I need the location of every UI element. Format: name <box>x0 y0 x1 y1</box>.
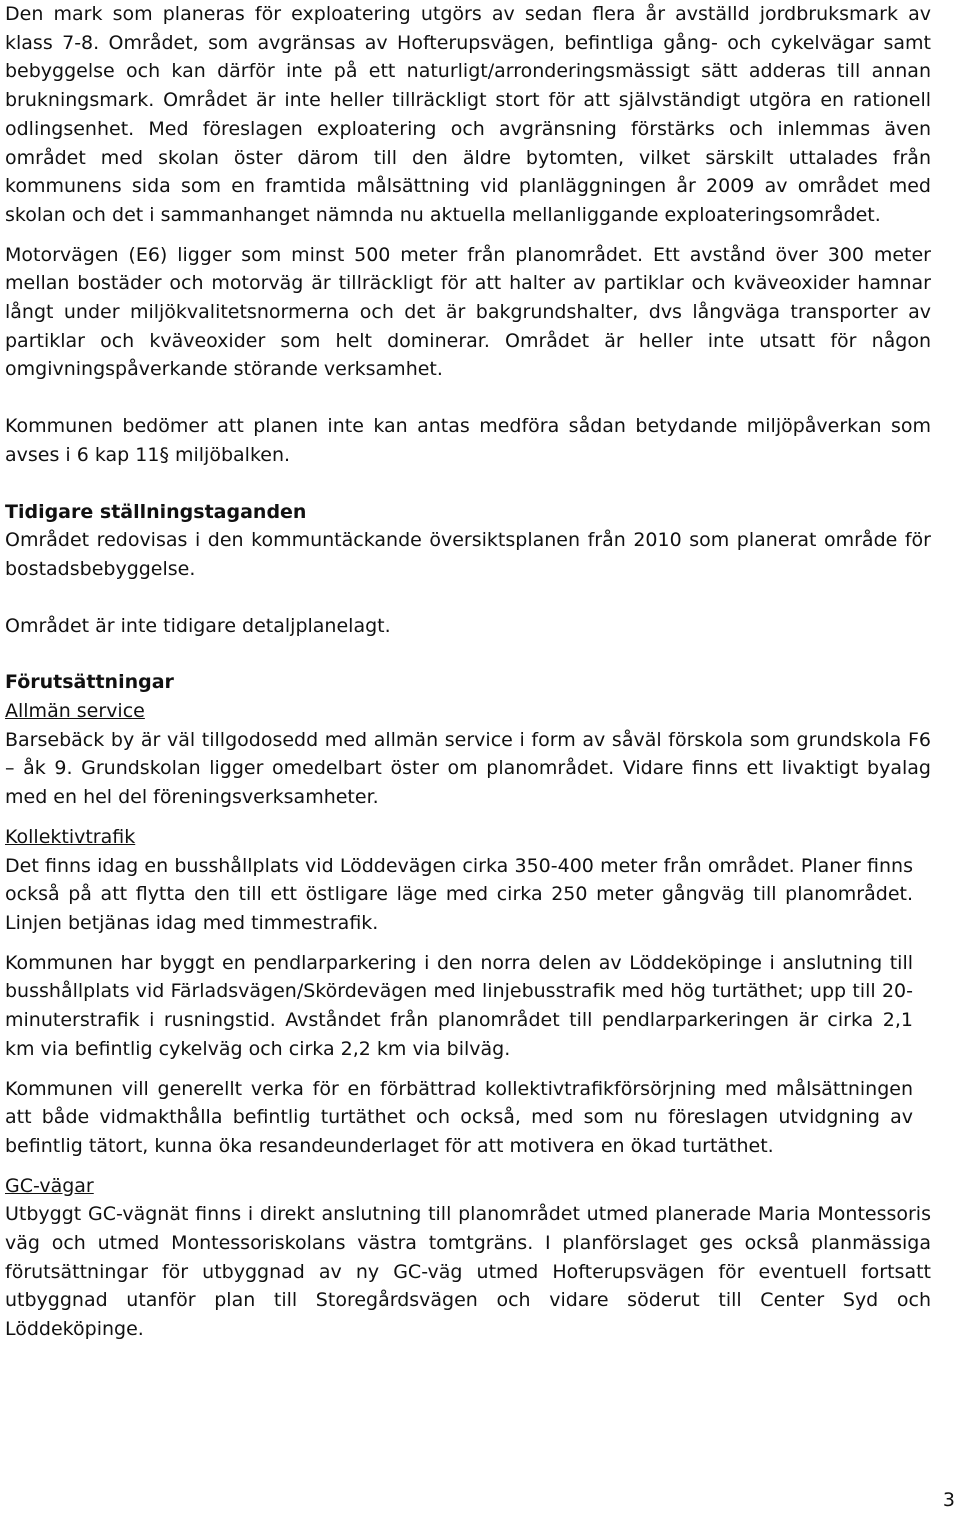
subsection-kollektivtrafik <box>5 823 931 1161</box>
paragraph-environmental-assessment: Kommunen bedömer att planen inte kan antas medföra sådan betydande miljöpåverkan som avses i 6 kap 11§ miljöbalken. <box>5 415 931 466</box>
paragraph-oversiktsplan: Området redovisas i den kommuntäckande översiktsplanen från 2010 som planerat område för bostadsbebyggelse. <box>5 529 931 580</box>
paragraph-gc-vagar: Utbyggt GC-vägnät finns i direkt anslutning till planområdet utmed planerade Maria Montessoris väg och utmed Montessoriskolans västra tomtgräns. I planförslaget ges också planmässiga förutsättningar för utbyggnad av ny GC-väg utmed Hofterupsvägen för eventuell fortsatt utbyggnad utanför plan till Storegårdsvägen och vidare söderut till Center Syd och Löddeköpinge. <box>5 1203 931 1341</box>
paragraph-busshallplats: Det finns idag en busshållplats vid Löddevägen cirka 350-400 meter från området. Planer finns också på att flytta den till ett östligare läge med cirka 250 meter gångväg till planområdet. Linjen betjänas idag med timmestrafik. <box>5 854 913 934</box>
document-page <box>5 0 931 1344</box>
paragraph-detaljplan: Området är inte tidigare detaljplanelagt. <box>5 614 391 637</box>
subheading-kollektivtrafik: Kollektivtrafik <box>5 825 136 848</box>
page-number: 3 <box>942 1489 955 1511</box>
section-forutsattningar <box>5 668 931 1343</box>
section-tidigare <box>5 498 931 641</box>
paragraph-motorway: Motorvägen (E6) ligger som minst 500 meter från planområdet. Ett avstånd över 300 meter mellan bostäder och motorväg är tillräckligt för att halter av partiklar och kväveoxider hamnar långt under miljökvalitetsnormerna och det är bakgrundshalter, dvs långväga transporter av partiklar och kväveoxider som helt dominerar. Området är heller inte utsatt för någon omgivningspåverkande störande verksamhet. <box>5 243 931 381</box>
subheading-gc-vagar: GC-vägar <box>5 1174 94 1197</box>
heading-forutsattningar: Förutsättningar <box>5 671 174 694</box>
paragraph-kollektivtrafikforsorjning: Kommunen vill generellt verka för en förbättrad kollektivtrafikförsörjning med målsättningen att både vidmakthålla befintlig turtäthet och också, med som nu föreslagen utvidgning av befintlig tätort, kunna öka resandeunderlaget för att motivera en ökad turtäthet. <box>5 1077 913 1157</box>
heading-tidigare: Tidigare ställningstaganden <box>5 500 307 523</box>
subheading-allman-service: Allmän service <box>5 700 145 723</box>
subsection-allman-service <box>5 697 931 812</box>
subsection-gc-vagar <box>5 1172 931 1344</box>
paragraph-pendlarparkering: Kommunen har byggt en pendlarparkering i den norra delen av Löddeköpinge i anslutning till busshållplats vid Färladsvägen/Skördevägen med linjebusstrafik med hög turtäthet; upp till 20-minuterstrafik i rusningstid. Avståndet från planområdet till pendlarparkeringen är cirka 2,1 km via befintlig cykelväg och cirka 2,2 km via bilväg. <box>5 951 913 1060</box>
paragraph-land-use: Den mark som planeras för exploatering utgörs av sedan flera år avställd jordbruksmark av klass 7-8. Området, som avgränsas av Hofterupsvägen, befintliga gång- och cykelvägar samt bebyggelse och kan därför inte på ett naturligt/arronderingsmässigt sätt adderas till annan brukningsmark. Området är inte heller tillräckligt stort för att självständigt utgöra en rationell odlingsenhet. Med föreslagen exploatering och avgränsning förstärks och inlemmas även området med skolan öster därom till den äldre bytomten, vilket särskilt uttalades från kommunens sida som en framtida målsättning vid planläggningen år 2009 av området med skolan och det i sammanhanget nämnda nu aktuella mellanliggande exploateringsområdet. <box>5 3 931 226</box>
paragraph-allman-service: Barsebäck by är väl tillgodosedd med allmän service i form av såväl förskola som grundskola F6 – åk 9. Grundskolan ligger omedelbart öster om planområdet. Vidare finns ett livaktigt byalag med en hel del föreningsverksamheter. <box>5 728 931 809</box>
